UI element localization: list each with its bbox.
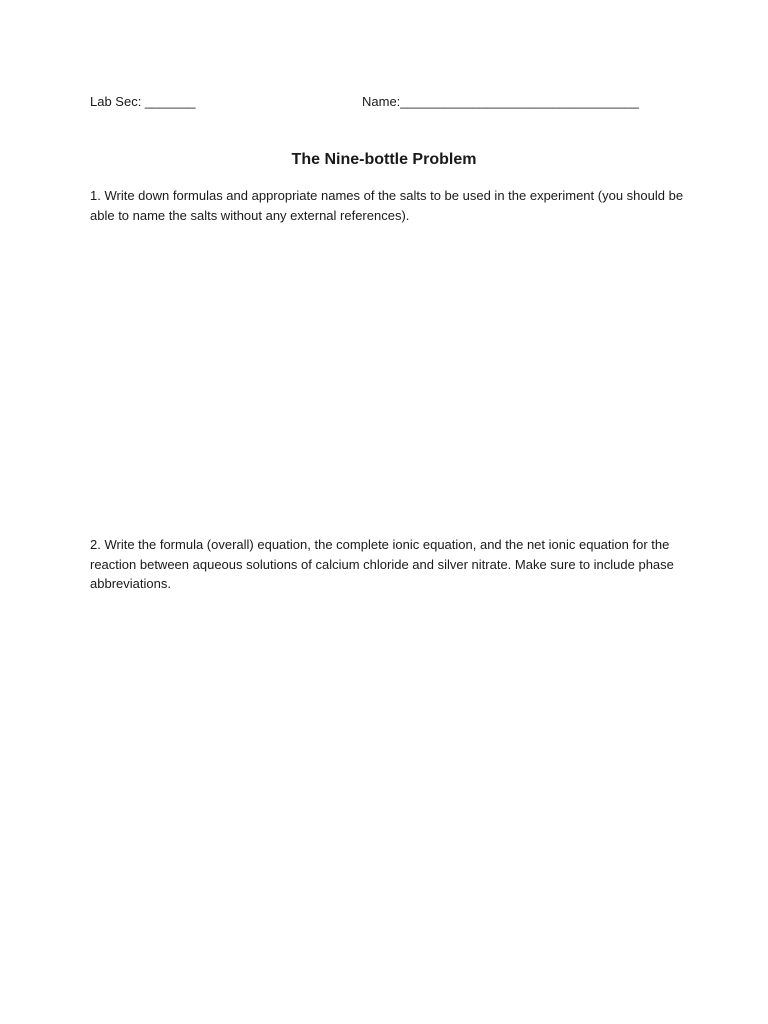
student-name-field[interactable]: Name:_________________________________ — [362, 94, 639, 109]
answer-area-1[interactable] — [90, 230, 690, 520]
question-1: 1. Write down formulas and appropriate names of the salts to be used in the experiment (you should be able to name the salts without any external references). — [90, 188, 684, 223]
question-2: 2. Write the formula (overall) equation, the complete ionic equation, and the net ionic equation for the reaction between aqueous solutions of calcium chloride and silver nitrate. Make sure to include phase abbreviations. — [90, 537, 674, 591]
answer-area-2[interactable] — [90, 600, 690, 980]
page-title: The Nine-bottle Problem — [291, 151, 477, 168]
lab-section-field[interactable]: Lab Sec: _______ — [90, 94, 196, 109]
